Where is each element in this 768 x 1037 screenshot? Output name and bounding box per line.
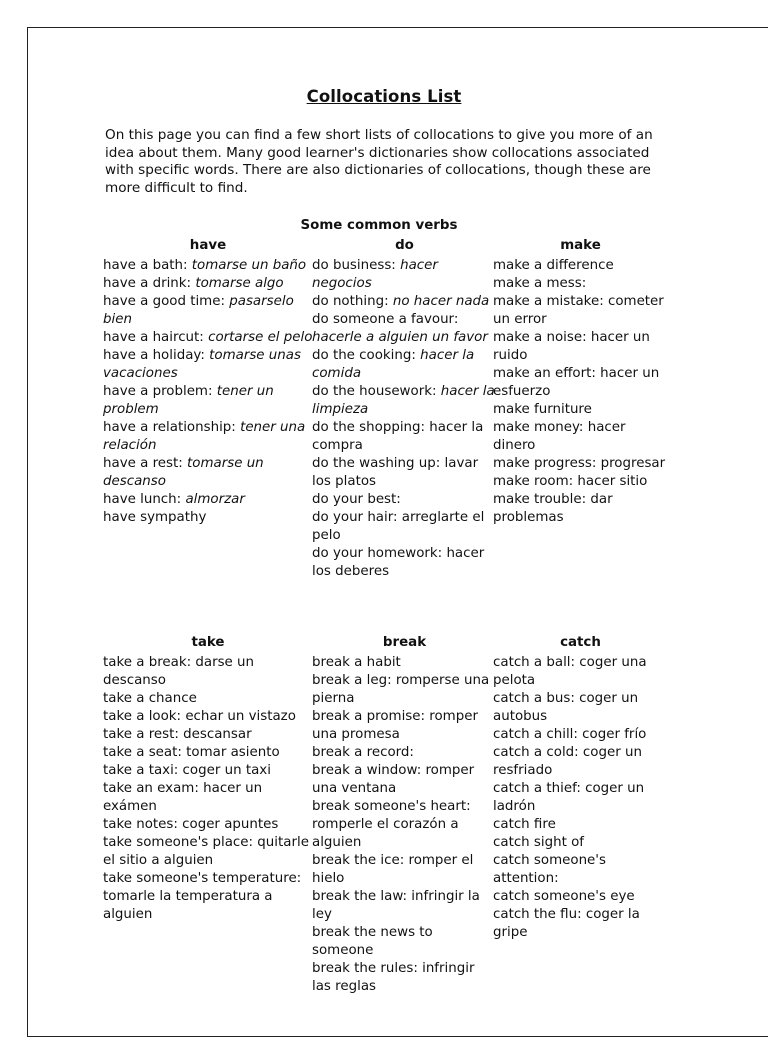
column-catch — [493, 634, 668, 942]
collocation-phrase: break the ice: romper el hielo — [312, 853, 474, 886]
collocation-translation: hacer la comida — [312, 348, 475, 381]
collocation-item — [312, 347, 497, 383]
collocation-phrase: take notes: coger apuntes — [103, 817, 279, 832]
collocation-item — [312, 293, 497, 311]
collocation-phrase: break someone's heart: romperle el corazón a alguien — [312, 799, 471, 850]
collocation-phrase: catch a cold: coger un resfriado — [493, 745, 642, 778]
collocation-item — [103, 455, 313, 491]
collocation-phrase: do nothing: — [312, 294, 393, 309]
collocation-item — [312, 654, 497, 672]
collocation-phrase: have a problem: — [103, 384, 217, 399]
collocation-item — [493, 888, 668, 906]
collocation-item — [103, 780, 313, 816]
collocation-item — [493, 257, 668, 275]
collocation-phrase: make trouble: dar problemas — [493, 492, 613, 525]
collocation-phrase: take a seat: tomar asiento — [103, 745, 280, 760]
collocation-phrase: have a bath: — [103, 258, 192, 273]
intro-paragraph: On this page you can find a few short lists of collocations to give you more of an idea about them. Many good learner's dictionaries show collocations associated with specific words. There are also dictionaries of collocations, though these are more difficult to find. — [105, 127, 653, 196]
collocation-item — [312, 672, 497, 708]
collocation-phrase: make a mess: — [493, 276, 587, 291]
collocation-phrase: make progress: progresar — [493, 456, 666, 471]
column-break — [312, 634, 497, 996]
column-take — [103, 634, 313, 924]
collocation-item — [493, 365, 668, 401]
collocation-translation: hacerle a alguien un favor — [312, 330, 488, 345]
collocation-item — [493, 726, 668, 744]
collocation-translation: tener un problem — [103, 384, 274, 417]
collocation-item — [493, 744, 668, 780]
collocation-phrase: break the law: infringir la ley — [312, 889, 480, 922]
collocation-item — [493, 906, 668, 942]
column-heading: take — [191, 635, 225, 650]
collocation-item — [493, 834, 668, 852]
collocation-item — [312, 419, 497, 455]
collocation-phrase: have a good time: — [103, 294, 230, 309]
collocation-translation: pasarselo bien — [103, 294, 294, 327]
column-make — [493, 237, 668, 527]
collocation-item — [312, 798, 497, 852]
column-heading: break — [382, 635, 427, 650]
collocation-phrase: have a holiday: — [103, 348, 210, 363]
collocation-item — [103, 708, 313, 726]
collocation-translation: no hacer nada — [392, 294, 490, 309]
collocation-phrase: take a look: echar un vistazo — [103, 709, 296, 724]
collocation-item — [312, 257, 497, 293]
column-heading: make — [560, 238, 601, 253]
collocation-phrase: have sympathy — [103, 510, 207, 525]
collocation-item — [493, 780, 668, 816]
collocation-phrase: break a promise: romper una promesa — [312, 709, 478, 742]
column-have — [103, 237, 313, 527]
collocation-item — [103, 347, 313, 383]
collocation-item — [103, 419, 313, 455]
collocation-item — [312, 455, 497, 491]
collocation-phrase: catch the flu: coger la gripe — [493, 907, 640, 940]
collocation-phrase: make an effort: hacer un esfuerzo — [493, 366, 660, 399]
collocation-item — [103, 816, 313, 834]
collocation-translation: hacer negocios — [312, 258, 438, 291]
column-heading: have — [189, 238, 227, 253]
collocation-phrase: break a window: romper una ventana — [312, 763, 475, 796]
collocation-item — [312, 744, 497, 762]
collocation-phrase: catch sight of — [493, 835, 585, 850]
collocation-list — [312, 257, 497, 581]
collocation-item — [493, 401, 668, 419]
collocation-translation: almorzar — [185, 492, 245, 507]
collocation-item — [493, 816, 668, 834]
collocation-item — [103, 726, 313, 744]
collocation-phrase: catch someone's attention: — [493, 853, 606, 886]
collocation-phrase: catch a thief: coger un ladrón — [493, 781, 645, 814]
collocation-phrase: catch someone's eye — [493, 889, 635, 904]
collocation-phrase: take someone's place: quitarle el sitio a alguien — [103, 835, 309, 868]
collocation-item — [493, 473, 668, 491]
page-title: Collocations List — [306, 87, 462, 106]
collocation-item — [312, 509, 497, 545]
collocation-phrase: break the news to someone — [312, 925, 433, 958]
collocation-item — [312, 960, 497, 996]
collocation-item — [493, 852, 668, 888]
collocation-item — [493, 654, 668, 690]
collocation-phrase: do business: — [312, 258, 401, 273]
column-heading: catch — [560, 635, 601, 650]
collocation-phrase: have a relationship: — [103, 420, 241, 435]
collocation-item — [493, 491, 668, 527]
collocation-item — [103, 870, 313, 924]
collocation-translation: tomarse un descanso — [103, 456, 264, 489]
collocation-phrase: take a taxi: coger un taxi — [103, 763, 271, 778]
collocation-item — [103, 383, 313, 419]
collocation-item — [493, 275, 668, 293]
collocation-item — [103, 744, 313, 762]
collocation-item — [103, 275, 313, 293]
collocation-phrase: do your hair: arreglarte el pelo — [312, 510, 485, 543]
collocation-item — [312, 852, 497, 888]
collocation-phrase: break a record: — [312, 745, 414, 760]
collocation-item — [312, 708, 497, 744]
collocation-item — [103, 257, 313, 275]
collocation-translation: tomarse unas vacaciones — [103, 348, 301, 381]
collocation-item — [312, 888, 497, 924]
column-heading: do — [395, 238, 414, 253]
collocation-phrase: take an exam: hacer un exámen — [103, 781, 263, 814]
collocation-item — [312, 311, 497, 347]
collocation-item — [312, 383, 497, 419]
collocation-item — [103, 690, 313, 708]
collocation-translation: tomarse algo — [195, 276, 284, 291]
collocation-phrase: make furniture — [493, 402, 592, 417]
collocation-phrase: take a chance — [103, 691, 197, 706]
collocation-item — [103, 834, 313, 870]
collocation-phrase: have lunch: — [103, 492, 186, 507]
collocation-phrase: make room: hacer sitio — [493, 474, 648, 489]
collocation-list — [103, 257, 313, 527]
collocation-phrase: do your best: — [312, 492, 401, 507]
collocation-phrase: break a leg: romperse una pierna — [312, 673, 490, 706]
collocation-phrase: make a mistake: cometer un error — [493, 294, 664, 327]
collocation-translation: cortarse el pelo — [208, 330, 313, 345]
collocation-item — [493, 690, 668, 726]
collocation-list — [103, 654, 313, 924]
collocation-phrase: catch a ball: coger una pelota — [493, 655, 647, 688]
collocation-item — [312, 545, 497, 581]
collocation-phrase: take someone's temperature: tomarle la temperatura a alguien — [103, 871, 302, 922]
collocation-item — [312, 762, 497, 798]
section-heading: Some common verbs — [300, 218, 458, 233]
collocation-translation: hacer la limpieza — [312, 384, 495, 417]
collocation-list — [312, 654, 497, 996]
collocation-phrase: catch fire — [493, 817, 556, 832]
collocation-item — [312, 491, 497, 509]
collocation-phrase: take a break: darse un descanso — [103, 655, 255, 688]
collocation-item — [103, 509, 313, 527]
collocation-list — [493, 654, 668, 942]
collocation-phrase: make money: hacer dinero — [493, 420, 626, 453]
collocation-phrase: do the cooking: — [312, 348, 421, 363]
collocation-phrase: make a difference — [493, 258, 614, 273]
collocation-item — [493, 293, 668, 329]
collocation-phrase: do the housework: — [312, 384, 441, 399]
column-do — [312, 237, 497, 581]
collocation-phrase: take a rest: descansar — [103, 727, 252, 742]
collocation-phrase: break a habit — [312, 655, 401, 670]
collocation-phrase: break the rules: infringir las reglas — [312, 961, 475, 994]
collocation-phrase: do someone a favour: — [312, 312, 459, 327]
collocation-item — [493, 419, 668, 455]
collocation-phrase: catch a bus: coger un autobus — [493, 691, 639, 724]
collocation-phrase: make a noise: hacer un ruido — [493, 330, 650, 363]
collocation-item — [103, 491, 313, 509]
collocation-phrase: catch a chill: coger frío — [493, 727, 647, 742]
collocation-translation: tener una relación — [103, 420, 306, 453]
collocation-item — [312, 924, 497, 960]
collocation-item — [103, 654, 313, 690]
collocation-phrase: have a rest: — [103, 456, 188, 471]
collocation-item — [103, 293, 313, 329]
collocation-phrase: do your homework: hacer los deberes — [312, 546, 485, 579]
collocation-item — [103, 762, 313, 780]
collocation-item — [493, 329, 668, 365]
collocation-phrase: do the washing up: lavar los platos — [312, 456, 479, 489]
collocation-item — [103, 329, 313, 347]
collocation-phrase: have a haircut: — [103, 330, 209, 345]
collocation-list — [493, 257, 668, 527]
collocation-phrase: do the shopping: hacer la compra — [312, 420, 484, 453]
collocation-item — [493, 455, 668, 473]
collocation-translation: tomarse un baño — [191, 258, 307, 273]
collocation-phrase: have a drink: — [103, 276, 196, 291]
